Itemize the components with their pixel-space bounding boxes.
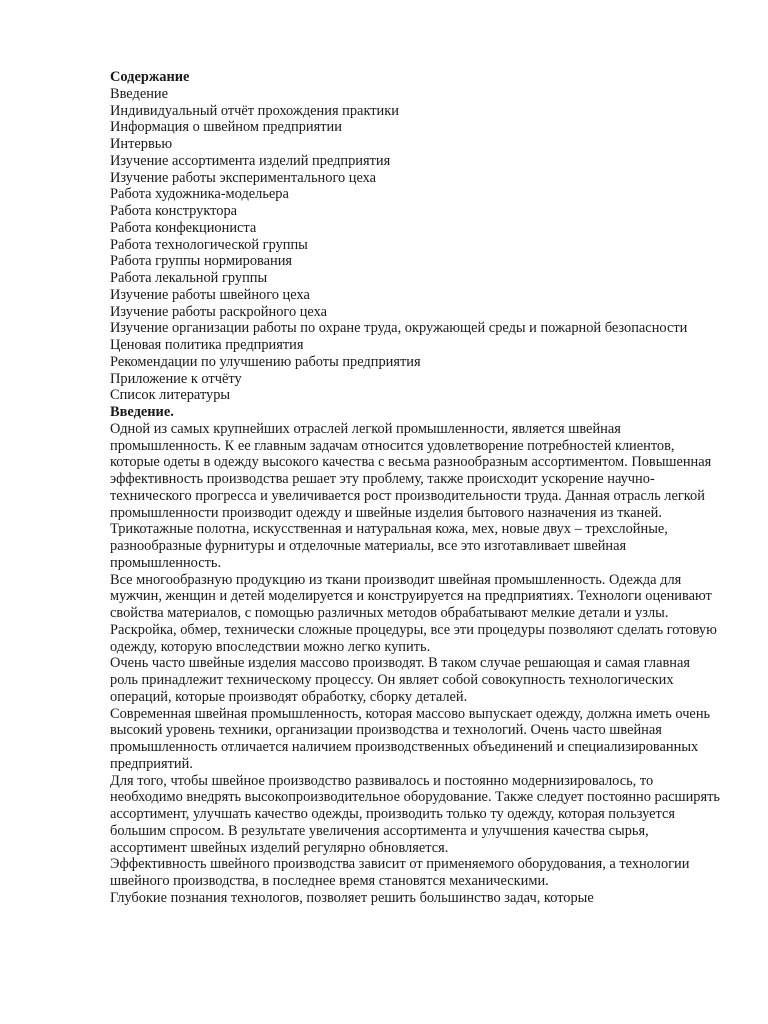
document-page [110, 69, 720, 907]
toc-item-interview[interactable]: Интервью [110, 136, 173, 152]
body-paragraph: Очень часто швейные изделия массово производят. В таком случае решающая и самая главная роль принадлежит техническому процессу. Он являет собой совокупность технологических операций, которые производят обработку, сборку деталей. [110, 655, 691, 705]
toc-item-recommendations[interactable]: Рекомендации по улучшению работы предприятия [110, 353, 421, 370]
toc-item-assortment-study[interactable]: Изучение ассортимента изделий предприятия [110, 152, 391, 169]
toc-item-bibliography[interactable]: Список литературы [110, 387, 231, 404]
toc-item-rationing-group[interactable]: Работа группы нормирования [110, 253, 293, 270]
toc-heading: Содержание [110, 69, 190, 85]
toc-item-constructor[interactable]: Работа конструктора [110, 203, 238, 219]
introduction-heading: Введение. [110, 404, 174, 420]
toc-item-sewing-shop[interactable]: Изучение работы швейного цеха [110, 286, 310, 303]
toc-item-experimental-shop[interactable]: Изучение работы экспериментального цеха [110, 169, 377, 186]
body-paragraph: Эффективность швейного производства зависит от применяемого оборудования, а технологии швейного производства, в последнее время становятся механическими. [110, 856, 690, 889]
body-paragraph: Глубокие познания технологов, позволяет решить большинство задач, которые [110, 889, 594, 906]
body-paragraph: Одной из самых крупнейших отраслей легкой промышленности, является швейная промышленность. К ее главным задачам относится удовлетворение потребностей клиентов, которые одеты в одежду высокого качества с весьма разнообразным ассортиментом. Повышенная эффективность производства решает эту проблему, также происходит ускорение научно-технического прогресса и увеличивается рост производительности труда. Данная отрасль легкой промышленности производит одежду и швейные изделия бытового назначения из тканей. Трикотажные полотна, искусственная и натуральная кожа, мех, новые двух – трехслойные, разнообразные фурнитуры и отделочные материалы, все это изготавливает швейная промышленность. [110, 420, 712, 571]
toc-item-introduction[interactable]: Введение [110, 85, 169, 102]
body-paragraph: Для того, чтобы швейное производство развивалось и постоянно модернизировалось, то необходимо внедрять высокопроизводительное оборудование. Также следует постоянно расширять ассортимент, улучшать качество одежды, производить только ту одежду, которая пользуется большим спросом. В результате увеличения ассортимента и улучшения качества сырья, ассортимент швейных изделий регулярно обновляется. [110, 772, 720, 856]
toc-item-labor-safety[interactable]: Изучение организации работы по охране труда, окружающей среды и пожарной безопасности [110, 320, 688, 337]
toc-item-confectioner[interactable]: Работа конфекциониста [110, 219, 257, 236]
toc-item-fashion-designer[interactable]: Работа художника-модельера [110, 186, 289, 203]
toc-item-technology-group[interactable]: Работа технологической группы [110, 236, 308, 253]
toc-item-pattern-group[interactable]: Работа лекальной группы [110, 270, 268, 286]
toc-item-company-info[interactable]: Информация о швейном предприятии [110, 119, 342, 136]
body-paragraph: Современная швейная промышленность, которая массово выпускает одежду, должна иметь очень высокий уровень техники, организации производства и технологий. Очень часто швейная промышленность отличается наличием производственных объединений и специализированных предприятий. [110, 705, 711, 772]
toc-item-appendix[interactable]: Приложение к отчёту [110, 370, 242, 387]
toc-item-cutting-shop[interactable]: Изучение работы раскройного цеха [110, 303, 328, 320]
toc-item-pricing-policy[interactable]: Ценовая политика предприятия [110, 337, 304, 353]
toc-item-individual-report[interactable]: Индивидуальный отчёт прохождения практики [110, 102, 399, 119]
table-of-contents [110, 86, 720, 404]
body-paragraph: Все многообразную продукцию из ткани производит швейная промышленность. Одежда для мужчин, женщин и детей моделируется и конструируется на предприятиях. Технологи оценивают свойства материалов, с помощью различных методов обрабатывают мелкие детали и узлы. Раскройка, обмер, технически сложные процедуры, все эти процедуры позволяют сделать готовую одежду, которую впоследствии можно легко купить. [110, 571, 717, 655]
